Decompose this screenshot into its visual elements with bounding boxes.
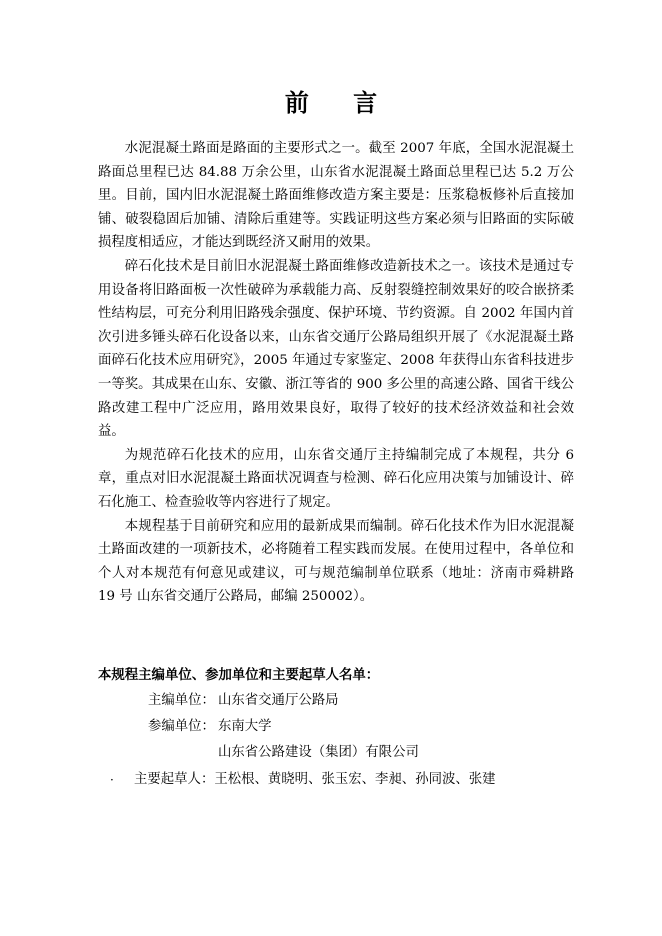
paragraph: 碎石化技术是目前旧水泥混凝土路面维修改造新技术之一。该技术是通过专用设备将旧路面板一次性破碎为承载能力高、反射裂缝控制效果好的咬合嵌挤柔性结构层，可充分利用旧路残余强度、保护环境、节约资源。自 2002 年国内首次引进多锤头碎石化设备以来，山东省交通厅公路局组织开展了《水泥混凝土路面碎石化技术应用研究》，2005 年通过专家鉴定、2008 年获得山东省科技进步一等奖。其成果在山东、安徽、浙江等省的 900 多公里的高速公路、国省干线公路改建工程中广泛应用，路用效果良好，取得了较好的技术经济效益和社会效益。 bbox=[98, 258, 574, 440]
paragraph: 本规程基于目前研究和应用的最新成果而编制。碎石化技术作为旧水泥混凝土路面改建的一项新技术，必将随着工程实践而发展。在使用过程中，各单位和个人对本规范有何意见或建议，可与规范编制单位联系（地址：济南市舜耕路 19 号 山东省交通厅公路局，邮编 250002）。 bbox=[98, 518, 574, 605]
drafters-line bbox=[134, 770, 496, 790]
paragraph: 水泥混凝土路面是路面的主要形式之一。截至 2007 年底，全国水泥混凝土路面总里程已达 84.88 万余公里，山东省水泥混凝土路面总里程已达 5.2 万公里。目前，国内旧水泥混凝土路面维修改造方案主要是：压浆稳板修补后直接加铺、破裂稳固后加铺、清除后重建等。实践证明这些方案必须与旧路面的实际破损程度相适应，才能达到既经济又耐用的效果。 bbox=[98, 141, 574, 251]
participating-unit-value: 山东省公路建设（集团）有限公司 bbox=[218, 745, 419, 760]
credits-heading: 本规程主编单位、参加单位和主要起草人名单： bbox=[98, 667, 380, 683]
bullet-mark: · bbox=[110, 773, 114, 787]
participating-unit-label: 参编单位： bbox=[148, 719, 215, 734]
participating-unit-value: 东南大学 bbox=[218, 719, 272, 734]
chief-unit-value: 山东省交通厅公路局 bbox=[218, 693, 339, 708]
drafters-value: 王松根、黄晓明、张玉宏、李昶、孙同波、张建 bbox=[214, 772, 496, 787]
preface-body bbox=[98, 137, 574, 609]
chief-unit-line bbox=[148, 691, 339, 711]
paragraph: 为规范碎石化技术的应用，山东省交通厅主持编制完成了本规程，共分 6 章，重点对旧水泥混凝土路面状况调查与检测、碎石化应用决策与加铺设计、碎石化施工、检查验收等内容进行了规定。 bbox=[98, 447, 574, 510]
chief-unit-label: 主编单位： bbox=[148, 693, 215, 708]
participating-unit-line-2 bbox=[218, 743, 419, 763]
drafters-label: 主要起草人： bbox=[134, 772, 215, 787]
page-title: 前 言 bbox=[284, 88, 396, 117]
participating-unit-line bbox=[148, 717, 272, 737]
